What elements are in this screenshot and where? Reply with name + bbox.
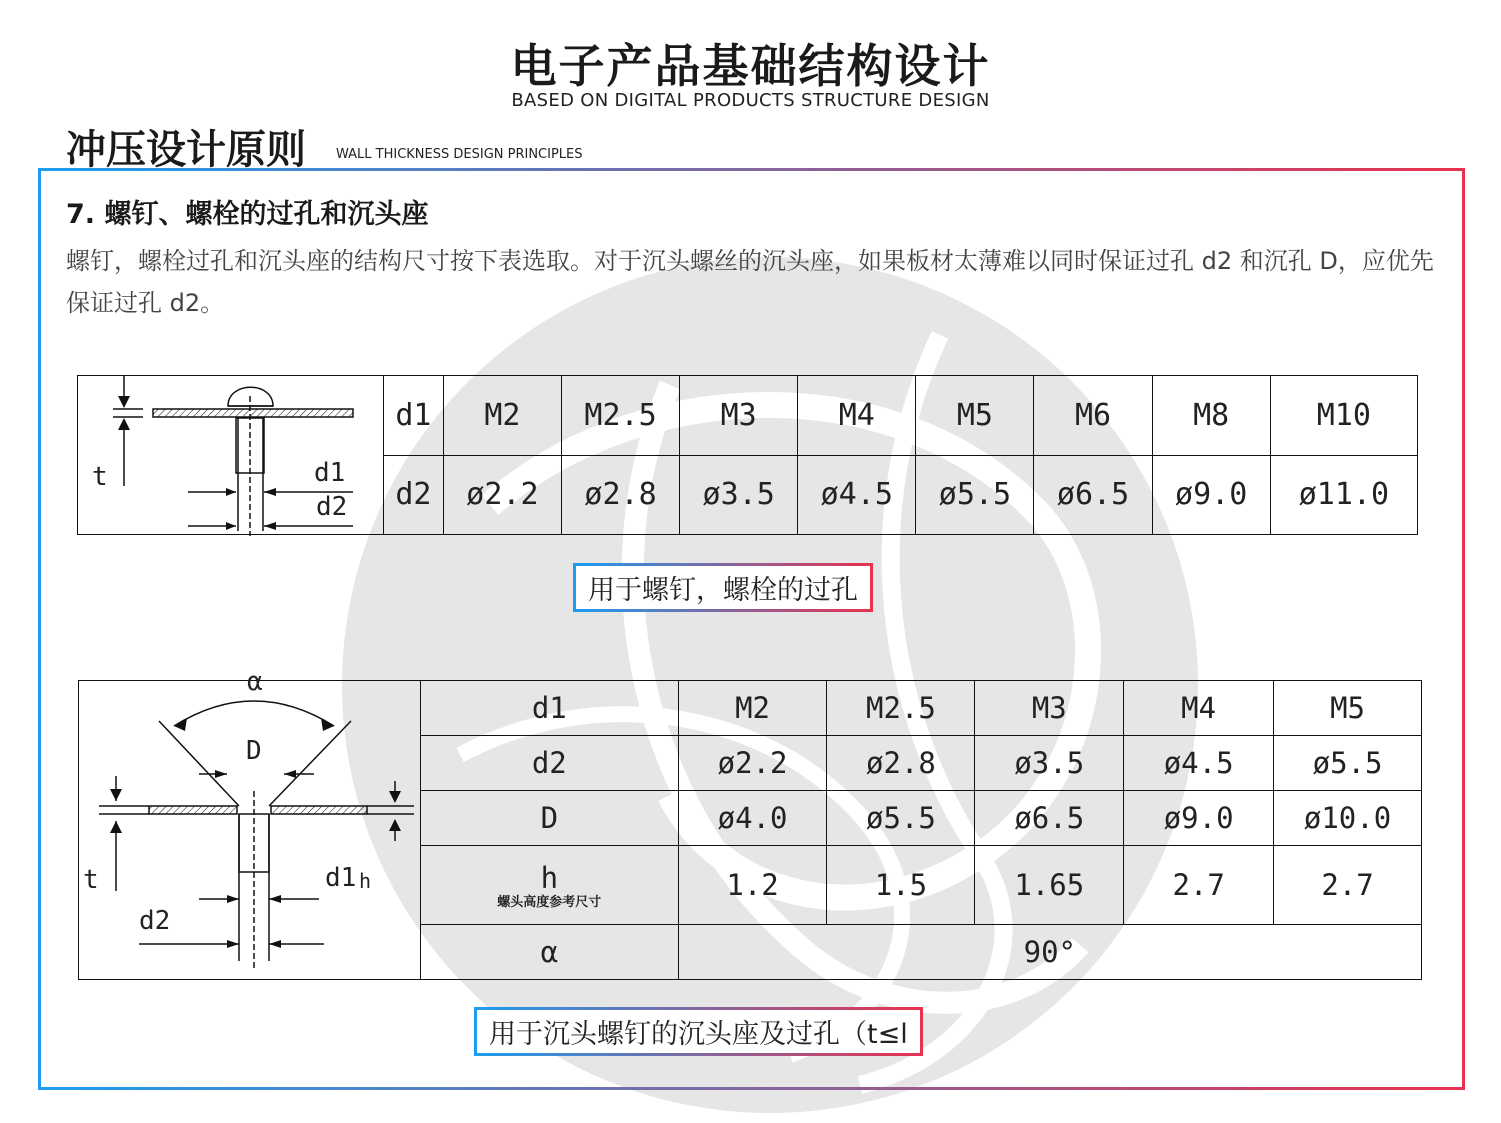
table-cell: ø9.0 xyxy=(1124,791,1274,846)
table-cell: ø3.5 xyxy=(975,736,1124,791)
table-cell: M2 xyxy=(678,681,827,736)
table-cell: 1.2 xyxy=(678,846,827,925)
table-cell: ø6.5 xyxy=(975,791,1124,846)
table-cell: ø3.5 xyxy=(680,455,798,535)
table-row xyxy=(421,736,1422,791)
table-cell-h xyxy=(421,846,679,925)
label-t: t xyxy=(92,462,108,492)
screw-hole-drawing xyxy=(77,375,384,535)
table-cell: 2.7 xyxy=(1274,846,1422,925)
table-cell: M8 xyxy=(1152,376,1270,456)
table-cell: M5 xyxy=(1274,681,1422,736)
table-row xyxy=(421,924,1422,979)
table-cell: 1.65 xyxy=(975,846,1124,925)
table1-caption: 用于螺钉，螺栓的过孔 xyxy=(573,563,873,612)
table-cell: M2 xyxy=(443,376,561,456)
table-cell: ø5.5 xyxy=(827,791,975,846)
table-cell: M2.5 xyxy=(561,376,679,456)
table-cell: M3 xyxy=(680,376,798,456)
label-alpha: α xyxy=(247,667,263,697)
table2-caption: 用于沉头螺钉的沉头座及过孔（t≤l xyxy=(474,1007,923,1056)
table-cell: α xyxy=(421,924,679,979)
table-cell: ø11.0 xyxy=(1270,455,1417,535)
table-cell-merged: 90° xyxy=(678,924,1421,979)
table-cell: M5 xyxy=(916,376,1034,456)
countersink-drawing xyxy=(78,667,421,980)
table-cell: ø6.5 xyxy=(1034,455,1152,535)
table-cell: d2 xyxy=(421,736,679,791)
table-cell: ø2.8 xyxy=(561,455,679,535)
table-cell: ø4.5 xyxy=(798,455,916,535)
h-label: h xyxy=(540,860,559,895)
table-cell: 2.7 xyxy=(1124,846,1274,925)
table-cell: ø2.8 xyxy=(827,736,975,791)
table-cell: ø10.0 xyxy=(1274,791,1422,846)
table-cell: M4 xyxy=(798,376,916,456)
table-row xyxy=(384,455,1418,535)
table-row xyxy=(421,791,1422,846)
label-D: D xyxy=(246,736,262,766)
table-cell: ø5.5 xyxy=(916,455,1034,535)
countersink-diagram xyxy=(79,681,422,981)
table-cell: ø2.2 xyxy=(443,455,561,535)
section-title: 冲压设计原则 xyxy=(66,127,306,173)
through-hole-table xyxy=(383,375,1418,535)
table-cell: ø5.5 xyxy=(1274,736,1422,791)
table-cell: M3 xyxy=(975,681,1124,736)
table-cell: M2.5 xyxy=(827,681,975,736)
table-cell: 1.5 xyxy=(827,846,975,925)
table-cell: M4 xyxy=(1124,681,1274,736)
table-row xyxy=(384,376,1418,456)
table-cell: ø9.0 xyxy=(1152,455,1270,535)
table-cell: D xyxy=(421,791,679,846)
label-d2: d2 xyxy=(316,492,348,522)
table-cell: d1 xyxy=(421,681,679,736)
label-d1: d1 xyxy=(314,458,346,488)
table-cell: d2 xyxy=(384,455,444,535)
table-row xyxy=(421,681,1422,736)
table-cell: ø4.0 xyxy=(678,791,827,846)
item-paragraph: 螺钉，螺栓过孔和沉头座的结构尺寸按下表选取。对于沉头螺丝的沉头座，如果板材太薄难以同时保证过孔 d2 和沉孔 D，应优先保证过孔 d2。 xyxy=(66,247,1434,317)
page-title: 电子产品基础结构设计 xyxy=(510,39,991,93)
table-cell: M6 xyxy=(1034,376,1152,456)
label-h: h xyxy=(359,869,372,893)
page-subtitle: BASED ON DIGITAL PRODUCTS STRUCTURE DESIGN xyxy=(511,90,990,111)
countersink-table xyxy=(420,680,1422,980)
label-t: t xyxy=(83,865,99,895)
table-cell: d1 xyxy=(384,376,444,456)
label-d2: d2 xyxy=(139,906,171,936)
table-cell: M10 xyxy=(1270,376,1417,456)
table-cell: ø4.5 xyxy=(1124,736,1274,791)
label-d1: d1 xyxy=(325,863,357,893)
section-subtitle: WALL THICKNESS DESIGN PRINCIPLES xyxy=(336,147,583,162)
table-cell: ø2.2 xyxy=(678,736,827,791)
item-title: 7. 螺钉、螺栓的过孔和沉头座 xyxy=(66,199,429,230)
h-note: 螺头高度参考尺寸 xyxy=(497,894,602,910)
table-row xyxy=(421,846,1422,925)
